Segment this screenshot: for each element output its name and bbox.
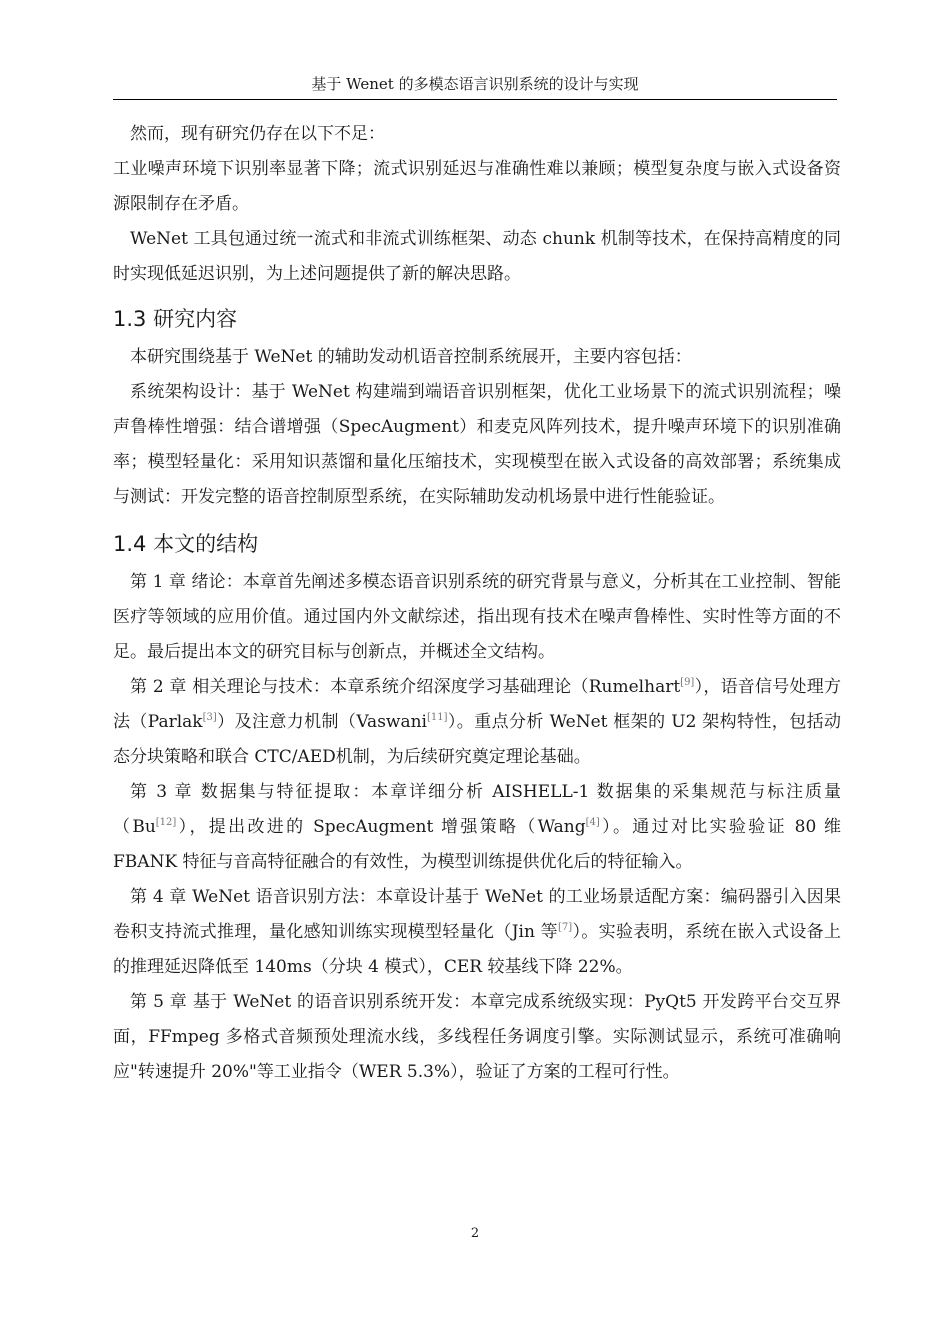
- citation-ref-11: [11]: [426, 712, 448, 723]
- chapter-2-text-b: ），语音信号处理方法（Parlak: [113, 677, 842, 732]
- section-heading-1-3: 1.3 研究内容: [113, 307, 238, 331]
- citation-ref-12: [12]: [155, 817, 177, 828]
- intro-paragraph-3: WeNet 工具包通过统一流式和非流式训练框架、动态 chunk 机制等技术，在保持高精度的同时实现低延迟识别，为上述问题提供了新的解决思路。: [113, 229, 841, 284]
- page-number: 2: [470, 1226, 480, 1241]
- header-rule: [113, 99, 837, 100]
- intro-paragraph-1: 然而，现有研究仍存在以下不足：: [130, 124, 385, 144]
- chapter-2-text-c: ）及注意力机制（Vaswani: [216, 712, 427, 732]
- chapter-3-text-a: 第 3 章 数据集与特征提取：本章详细分析 AISHELL-1 数据集的采集规范与标注质量（Bu: [113, 782, 841, 837]
- chapter-4-text-a: 第 4 章 WeNet 语音识别方法：本章设计基于 WeNet 的工业场景适配方案：编码器引入因果卷积支持流式推理，量化感知训练实现模型轻量化（Jin 等: [113, 887, 841, 942]
- research-content-list: 系统架构设计：基于 WeNet 构建端到端语音识别框架，优化工业场景下的流式识别流程；噪声鲁棒性增强：结合谱增强（SpecAugment）和麦克风阵列技术，提升噪声环境下的识别准确率；模型轻量化：采用知识蒸馏和量化压缩技术，实现模型在嵌入式设备的高效部署；系统集成与测试：开发完整的语音控制原型系统，在实际辅助发动机场景中进行性能验证。: [113, 382, 841, 507]
- chapter-4-text-b: ）。实验表明，系统在嵌入式设备上的推理延迟降低至 140ms（分块 4 模式），CER 较基线下降 22%。: [113, 922, 841, 977]
- intro-paragraph-2: 工业噪声环境下识别率显著下降；流式识别延迟与准确性难以兼顾；模型复杂度与嵌入式设备资源限制存在矛盾。: [113, 159, 841, 214]
- citation-ref-9: [9]: [680, 677, 695, 688]
- page-body: [113, 117, 841, 1090]
- chapter-3-text-c: ）。通过对比实验验证 80 维 FBANK 特征与音高特征融合的有效性，为模型训练提供优化后的特征输入。: [113, 817, 841, 872]
- citation-ref-3: [3]: [202, 712, 217, 723]
- chapter-5-summary: 第 5 章 基于 WeNet 的语音识别系统开发：本章完成系统级实现：PyQt5 开发跨平台交互界面，FFmpeg 多格式音频预处理流水线，多线程任务调度引擎。实际测试显示，系统可准确响应"转速提升 20%"等工业指令（WER 5.3%），验证了方案的工程可行性。: [113, 992, 841, 1082]
- chapter-2-text-a: 第 2 章 相关理论与技术：本章系统介绍深度学习基础理论（Rumelhart: [130, 677, 681, 697]
- chapter-1-summary: 第 1 章 绪论：本章首先阐述多模态语音识别系统的研究背景与意义，分析其在工业控制、智能医疗等领域的应用价值。通过国内外文献综述，指出现有技术在噪声鲁棒性、实时性等方面的不足。最后提出本文的研究目标与创新点，并概述全文结构。: [113, 572, 841, 662]
- chapter-3-text-b: ），提出改进的 SpecAugment 增强策略（Wang: [176, 817, 586, 837]
- chapter-2-summary: [113, 670, 841, 775]
- chapter-3-summary: [113, 775, 841, 880]
- citation-ref-4: [4]: [585, 817, 600, 828]
- chapter-2-text-d: ）。重点分析 WeNet 框架的 U2 架构特性，包括动态分块策略和联合 CTC/AED机制，为后续研究奠定理论基础。: [113, 712, 841, 767]
- running-header: 基于 Wenet 的多模态语言识别系统的设计与实现: [311, 75, 639, 93]
- citation-ref-7: [7]: [557, 922, 573, 933]
- section-heading-1-4: 1.4 本文的结构: [113, 532, 259, 556]
- chapter-4-summary: [113, 880, 841, 985]
- research-content-intro: 本研究围绕基于 WeNet 的辅助发动机语音控制系统展开，主要内容包括：: [130, 347, 692, 367]
